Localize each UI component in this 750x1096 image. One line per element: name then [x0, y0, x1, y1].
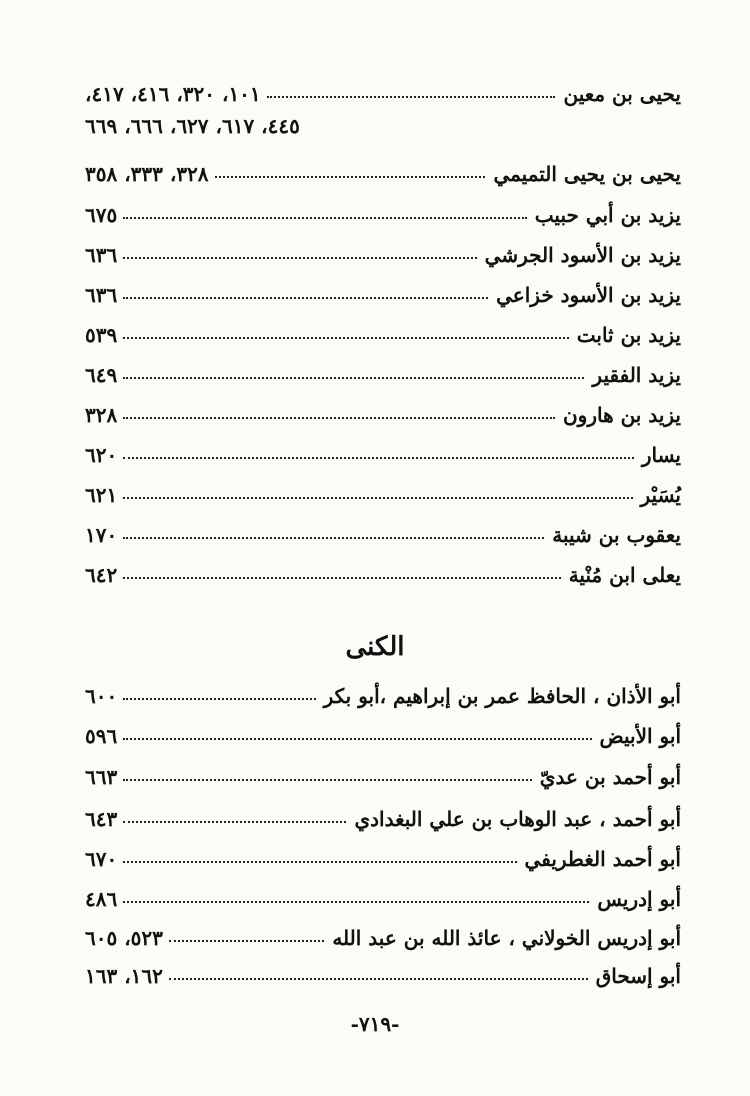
entry-pages: ٣٢٨، ٣٣٣، ٣٥٨: [85, 162, 209, 186]
entry-pages: ٦٦٣: [85, 765, 118, 789]
entry-pages: ٦٠٠: [85, 684, 118, 708]
index-entry: [85, 952, 681, 986]
entry-name: أبو أحمد الغطريفي: [524, 847, 681, 871]
index-entry: [85, 511, 681, 545]
entry-name: يزيد بن الأسود الجرشي: [484, 243, 681, 267]
section-title: [0, 632, 750, 662]
entry-name: أبو إدريس الخولاني ، عائذ الله بن عبد الله: [332, 926, 681, 950]
dot-leader: [123, 577, 560, 579]
index-entry: [85, 150, 681, 184]
entry-name: أبو إدريس: [597, 887, 681, 911]
dot-leader: [123, 217, 527, 219]
index-entry: [85, 431, 681, 465]
dot-leader: [123, 821, 346, 823]
dot-leader: [123, 779, 532, 781]
entry-pages: ٦٢٠: [85, 443, 118, 467]
entry-pages: ٦٧٥: [85, 203, 118, 227]
index-entry: [85, 351, 681, 385]
index-entry: [85, 835, 681, 869]
section-title-text: الكنى: [345, 632, 405, 662]
index-entry-continuation: [85, 114, 681, 148]
index-entry: [85, 271, 681, 305]
index-entry: [85, 471, 681, 505]
entry-pages: ٤٤٥، ٦١٧، ٦٢٧، ٦٦٦، ٦٦٩: [85, 114, 300, 138]
dot-leader: [123, 457, 634, 459]
dot-leader: [123, 497, 632, 499]
entry-pages: ٦٣٦: [85, 243, 118, 267]
dot-leader: [169, 940, 324, 942]
entry-name: أبو إسحاق: [595, 964, 681, 988]
index-entry: [85, 672, 681, 706]
index-entry: [85, 795, 681, 829]
entry-name: أبو الأبيض: [599, 724, 681, 748]
entry-pages: ١٠١، ٣٢٠، ٤١٦، ٤١٧،: [85, 82, 261, 106]
dot-leader: [123, 698, 315, 700]
entry-pages: ١٦٢، ١٦٣: [85, 964, 163, 988]
entry-pages: ٦٣٦: [85, 283, 118, 307]
entry-name: يحيى بن معين: [563, 82, 681, 106]
entry-pages: ١٧٠: [85, 523, 118, 547]
entry-name: يعقوب بن شيبة: [552, 523, 681, 547]
entry-pages: ٦٤٩: [85, 363, 118, 387]
entry-name: يزيد بن ثابت: [576, 323, 681, 347]
dot-leader: [123, 537, 544, 539]
dot-leader: [123, 337, 569, 339]
entry-name: يسار: [641, 443, 681, 467]
entry-name: يزيد بن أبي حبيب: [534, 203, 681, 227]
entry-pages: ٦٤٢: [85, 563, 118, 587]
dot-leader: [169, 978, 588, 980]
index-entry: [85, 753, 681, 787]
entry-pages: ٦٢١: [85, 483, 118, 507]
dot-leader: [215, 176, 486, 178]
dot-leader: [123, 417, 555, 419]
dot-leader: [123, 861, 516, 863]
index-entry: [85, 914, 681, 948]
dot-leader: [123, 377, 584, 379]
entry-name: يحيى بن يحيى التميمي: [493, 162, 681, 186]
entry-name: يُسَيْر: [640, 483, 681, 507]
entry-pages: ٣٢٨: [85, 403, 118, 427]
entry-name: أبو أحمد بن عديّ: [539, 765, 681, 789]
entry-pages: ٥٩٦: [85, 724, 118, 748]
index-entry: [85, 231, 681, 265]
index-entry: [85, 70, 681, 104]
index-entry: [85, 551, 681, 585]
entry-name: يزيد الفقير: [592, 363, 681, 387]
entry-pages: ٦٧٠: [85, 847, 118, 871]
entry-name: يزيد بن هارون: [562, 403, 681, 427]
index-entry: [85, 875, 681, 909]
entry-name: أبو الأذان ، الحافظ عمر بن إبراهيم ،أبو بكر: [323, 684, 681, 708]
entry-pages: ٦٤٣: [85, 807, 118, 831]
entry-pages: ٥٣٩: [85, 323, 118, 347]
page-number: -٧١٩-: [350, 1012, 400, 1036]
index-entry: [85, 311, 681, 345]
entry-name: يزيد بن الأسود خزاعي: [496, 283, 681, 307]
dot-leader: [123, 257, 476, 259]
dot-leader: [123, 738, 591, 740]
entry-name: أبو أحمد ، عبد الوهاب بن علي البغدادي: [354, 807, 681, 831]
index-entry: [85, 191, 681, 225]
entry-name: يعلى ابن مُنْية: [568, 563, 681, 587]
dot-leader: [123, 297, 488, 299]
entry-pages: ٥٢٣، ٦٠٥: [85, 926, 163, 950]
index-entry: [85, 712, 681, 746]
index-entry: [85, 391, 681, 425]
dot-leader: [267, 96, 556, 98]
entry-pages: ٤٨٦: [85, 887, 118, 911]
dot-leader: [123, 901, 589, 903]
